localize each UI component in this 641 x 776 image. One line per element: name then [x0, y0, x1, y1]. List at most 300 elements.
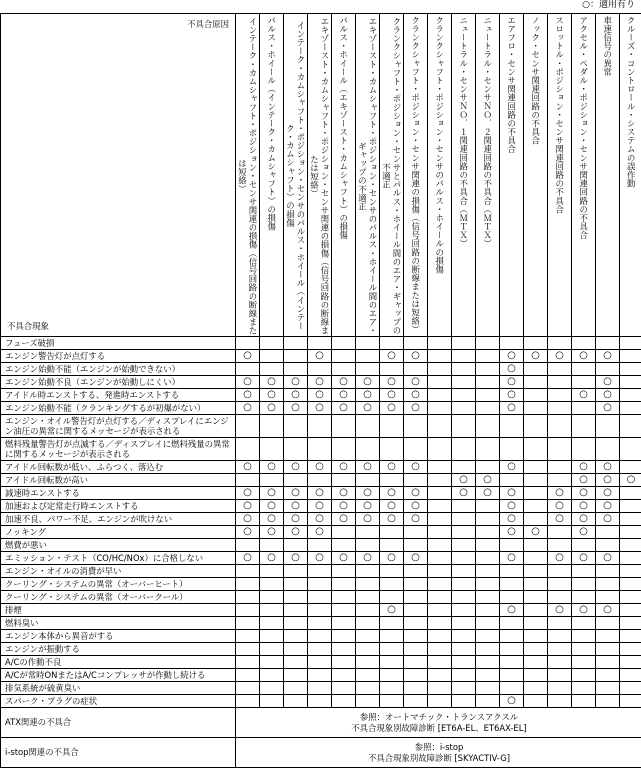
- applicable-mark: ○: [339, 487, 348, 498]
- mark-cell: [548, 461, 572, 474]
- mark-cell: [524, 617, 548, 630]
- mark-cell: [236, 669, 260, 682]
- applicable-mark: ○: [267, 526, 276, 537]
- applicable-mark: ○: [579, 513, 588, 524]
- applicable-mark: ○: [243, 389, 252, 400]
- applicable-mark: ○: [291, 552, 300, 563]
- symptom-row: [1, 591, 641, 604]
- mark-cell: [236, 363, 260, 376]
- mark-cell: [476, 656, 500, 669]
- mark-cell: [308, 591, 332, 604]
- mark-cell: [332, 438, 356, 461]
- mark-cell: [332, 656, 356, 669]
- applicable-mark: ○: [315, 389, 324, 400]
- mark-cell: [572, 461, 596, 474]
- mark-cell: [404, 669, 428, 682]
- symptom-row: [1, 682, 641, 695]
- symptom-label: A/Cの作動不良: [1, 656, 236, 669]
- applicable-mark: ○: [315, 461, 324, 472]
- applicable-mark: ○: [291, 402, 300, 413]
- mark-cell: [476, 630, 500, 643]
- mark-cell: [452, 513, 476, 526]
- mark-cell: [452, 630, 476, 643]
- mark-cell: [572, 552, 596, 565]
- mark-cell: [404, 630, 428, 643]
- symptom-label: ノッキング: [1, 526, 236, 539]
- mark-cell: [260, 337, 284, 350]
- mark-cell: [356, 682, 380, 695]
- applicable-mark: ○: [291, 513, 300, 524]
- symptom-label: アイドル回転数が低い、ふらつく、落込む: [1, 461, 236, 474]
- mark-cell: [284, 389, 308, 402]
- mark-cell: [500, 591, 524, 604]
- cause-header-15: [572, 14, 596, 337]
- mark-cell: [500, 630, 524, 643]
- mark-cell: [380, 500, 404, 513]
- mark-cell: [404, 617, 428, 630]
- applicable-mark: ○: [507, 363, 516, 374]
- applicable-mark: ○: [411, 552, 420, 563]
- mark-cell: [572, 682, 596, 695]
- applicable-mark: ○: [243, 402, 252, 413]
- cause-label-16: 車速信号の異常: [602, 16, 613, 77]
- mark-cell: [236, 402, 260, 415]
- applicable-mark: ○: [603, 402, 612, 413]
- mark-cell: [380, 617, 404, 630]
- mark-cell: [572, 513, 596, 526]
- mark-cell: [308, 350, 332, 363]
- mark-cell: [524, 682, 548, 695]
- mark-cell: [284, 552, 308, 565]
- mark-cell: [260, 591, 284, 604]
- applicable-mark: ○: [387, 402, 396, 413]
- mark-cell: [428, 591, 452, 604]
- applicable-mark: ○: [363, 513, 372, 524]
- mark-cell: [332, 461, 356, 474]
- cause-label-7: クランクシャフト・ポジション・センサとパルス・ホイール間のエア・ギャップの不適正: [381, 17, 402, 335]
- mark-cell: [284, 643, 308, 656]
- mark-cell: [548, 500, 572, 513]
- diagnosis-table: [0, 13, 641, 768]
- mark-cell: [452, 402, 476, 415]
- mark-cell: [284, 656, 308, 669]
- mark-cell: [428, 604, 452, 617]
- applicable-mark: ○: [387, 350, 396, 361]
- symptom-row: [1, 376, 641, 389]
- mark-cell: [284, 363, 308, 376]
- mark-cell: [548, 337, 572, 350]
- applicable-mark: ○: [315, 500, 324, 511]
- mark-cell: [284, 630, 308, 643]
- mark-cell: [620, 643, 641, 656]
- legend-applicable: ○：適用有り: [582, 0, 635, 10]
- mark-cell: [284, 474, 308, 487]
- mark-cell: [572, 591, 596, 604]
- applicable-mark: ○: [243, 513, 252, 524]
- cause-header-6: [356, 14, 380, 337]
- mark-cell: [476, 415, 500, 438]
- mark-cell: [452, 539, 476, 552]
- applicable-mark: ○: [459, 474, 468, 485]
- mark-cell: [260, 539, 284, 552]
- mark-cell: [572, 438, 596, 461]
- mark-cell: [284, 402, 308, 415]
- applicable-mark: ○: [339, 552, 348, 563]
- mark-cell: [332, 630, 356, 643]
- mark-cell: [572, 402, 596, 415]
- symptom-row: [1, 643, 641, 656]
- mark-cell: [476, 500, 500, 513]
- cause-header-10: [452, 14, 476, 337]
- symptom-row: [1, 474, 641, 487]
- mark-cell: [260, 578, 284, 591]
- applicable-mark: ○: [339, 376, 348, 387]
- mark-cell: [284, 578, 308, 591]
- mark-cell: [476, 578, 500, 591]
- mark-cell: [548, 565, 572, 578]
- mark-cell: [500, 695, 524, 708]
- mark-cell: [332, 552, 356, 565]
- mark-cell: [500, 578, 524, 591]
- mark-cell: [428, 376, 452, 389]
- mark-cell: [428, 526, 452, 539]
- mark-cell: [596, 500, 620, 513]
- mark-cell: [308, 500, 332, 513]
- mark-cell: [428, 643, 452, 656]
- applicable-mark: ○: [507, 604, 516, 615]
- mark-cell: [524, 643, 548, 656]
- mark-cell: [620, 578, 641, 591]
- applicable-mark: ○: [291, 487, 300, 498]
- mark-cell: [524, 513, 548, 526]
- mark-cell: [284, 682, 308, 695]
- applicable-mark: ○: [603, 513, 612, 524]
- mark-cell: [236, 591, 260, 604]
- mark-cell: [356, 604, 380, 617]
- mark-cell: [500, 402, 524, 415]
- mark-cell: [572, 539, 596, 552]
- mark-cell: [404, 643, 428, 656]
- mark-cell: [476, 643, 500, 656]
- mark-cell: [524, 376, 548, 389]
- symptom-row: [1, 461, 641, 474]
- applicable-mark: ○: [267, 552, 276, 563]
- mark-cell: [572, 337, 596, 350]
- mark-cell: [404, 438, 428, 461]
- mark-cell: [596, 474, 620, 487]
- mark-cell: [356, 695, 380, 708]
- mark-cell: [476, 552, 500, 565]
- applicable-mark: ○: [267, 402, 276, 413]
- symptom-label: エンジン始動不良（エンジンが始動しにくい）: [1, 376, 236, 389]
- mark-cell: [548, 552, 572, 565]
- mark-cell: [548, 487, 572, 500]
- reference-row: [1, 708, 641, 738]
- applicable-mark: ○: [387, 500, 396, 511]
- mark-cell: [380, 402, 404, 415]
- mark-cell: [236, 376, 260, 389]
- mark-cell: [596, 604, 620, 617]
- symptom-label: クーリング・システムの異常（オーバーヒート）: [1, 578, 236, 591]
- mark-cell: [500, 526, 524, 539]
- mark-cell: [428, 695, 452, 708]
- symptom-row: [1, 487, 641, 500]
- mark-cell: [524, 578, 548, 591]
- mark-cell: [404, 565, 428, 578]
- mark-cell: [500, 552, 524, 565]
- mark-cell: [524, 539, 548, 552]
- mark-cell: [452, 669, 476, 682]
- mark-cell: [500, 487, 524, 500]
- cause-label-9: クランクシャフト・ポジション・センサのパルス・ホイールの損傷: [434, 16, 445, 274]
- mark-cell: [572, 669, 596, 682]
- applicable-mark: ○: [507, 500, 516, 511]
- mark-cell: [332, 578, 356, 591]
- mark-cell: [572, 487, 596, 500]
- mark-cell: [380, 337, 404, 350]
- mark-cell: [548, 682, 572, 695]
- mark-cell: [236, 438, 260, 461]
- mark-cell: [284, 695, 308, 708]
- reference-label: i-stop関連の不具合: [1, 738, 236, 768]
- mark-cell: [596, 539, 620, 552]
- header-corner-cell: [1, 14, 236, 337]
- symptom-row: [1, 552, 641, 565]
- mark-cell: [260, 552, 284, 565]
- mark-cell: [476, 389, 500, 402]
- cause-label-12: エアフロ・センサ関連回路の不具合: [506, 16, 517, 154]
- applicable-mark: ○: [507, 695, 516, 706]
- mark-cell: [308, 461, 332, 474]
- mark-cell: [620, 539, 641, 552]
- mark-cell: [452, 591, 476, 604]
- mark-cell: [452, 617, 476, 630]
- mark-cell: [404, 513, 428, 526]
- mark-cell: [452, 389, 476, 402]
- mark-cell: [596, 389, 620, 402]
- mark-cell: [596, 578, 620, 591]
- applicable-mark: ○: [555, 487, 564, 498]
- applicable-mark: ○: [411, 500, 420, 511]
- symptom-row: [1, 565, 641, 578]
- mark-cell: [500, 363, 524, 376]
- mark-cell: [428, 630, 452, 643]
- applicable-mark: ○: [243, 552, 252, 563]
- mark-cell: [284, 500, 308, 513]
- mark-cell: [524, 630, 548, 643]
- cause-header-9: [428, 14, 452, 337]
- mark-cell: [452, 604, 476, 617]
- mark-cell: [332, 363, 356, 376]
- mark-cell: [356, 591, 380, 604]
- cause-header-13: [524, 14, 548, 337]
- mark-cell: [260, 350, 284, 363]
- mark-cell: [572, 526, 596, 539]
- mark-cell: [308, 630, 332, 643]
- applicable-mark: ○: [411, 389, 420, 400]
- mark-cell: [236, 389, 260, 402]
- applicable-mark: ○: [243, 376, 252, 387]
- mark-cell: [260, 376, 284, 389]
- mark-cell: [428, 350, 452, 363]
- mark-cell: [548, 415, 572, 438]
- mark-cell: [452, 682, 476, 695]
- mark-cell: [524, 461, 548, 474]
- applicable-mark: ○: [555, 500, 564, 511]
- mark-cell: [404, 500, 428, 513]
- mark-cell: [500, 604, 524, 617]
- applicable-mark: ○: [387, 513, 396, 524]
- symptom-label: アイドル時エンストする、発進時エンストする: [1, 389, 236, 402]
- mark-cell: [404, 539, 428, 552]
- mark-cell: [524, 415, 548, 438]
- table-body: [1, 337, 641, 768]
- mark-cell: [404, 402, 428, 415]
- header-row: [1, 14, 641, 337]
- mark-cell: [476, 402, 500, 415]
- mark-cell: [524, 526, 548, 539]
- mark-cell: [524, 500, 548, 513]
- mark-cell: [476, 539, 500, 552]
- mark-cell: [356, 461, 380, 474]
- applicable-mark: ○: [603, 474, 612, 485]
- mark-cell: [308, 539, 332, 552]
- mark-cell: [572, 643, 596, 656]
- mark-cell: [380, 389, 404, 402]
- mark-cell: [356, 376, 380, 389]
- mark-cell: [596, 337, 620, 350]
- symptom-label: エンジン・オイルの消費が早い: [1, 565, 236, 578]
- mark-cell: [452, 487, 476, 500]
- mark-cell: [620, 461, 641, 474]
- mark-cell: [404, 461, 428, 474]
- mark-cell: [380, 682, 404, 695]
- mark-cell: [332, 402, 356, 415]
- mark-cell: [236, 552, 260, 565]
- mark-cell: [380, 656, 404, 669]
- mark-cell: [356, 565, 380, 578]
- mark-cell: [428, 389, 452, 402]
- mark-cell: [260, 438, 284, 461]
- mark-cell: [404, 389, 428, 402]
- applicable-mark: ○: [411, 461, 420, 472]
- mark-cell: [308, 578, 332, 591]
- mark-cell: [260, 487, 284, 500]
- mark-cell: [500, 350, 524, 363]
- mark-cell: [596, 415, 620, 438]
- mark-cell: [620, 695, 641, 708]
- mark-cell: [500, 513, 524, 526]
- applicable-mark: ○: [555, 552, 564, 563]
- applicable-mark: ○: [387, 552, 396, 563]
- mark-cell: [332, 487, 356, 500]
- applicable-mark: ○: [291, 526, 300, 537]
- mark-cell: [500, 376, 524, 389]
- mark-cell: [452, 565, 476, 578]
- applicable-mark: ○: [315, 487, 324, 498]
- mark-cell: [236, 474, 260, 487]
- mark-cell: [428, 461, 452, 474]
- cause-label-17: クルーズ・コントロール・システムの誤作動: [626, 16, 637, 188]
- mark-cell: [260, 682, 284, 695]
- mark-cell: [332, 643, 356, 656]
- reference-note: [236, 708, 641, 738]
- mark-cell: [236, 513, 260, 526]
- mark-cell: [260, 461, 284, 474]
- mark-cell: [260, 389, 284, 402]
- symptom-row: [1, 630, 641, 643]
- cause-header-5: [332, 14, 356, 337]
- mark-cell: [596, 656, 620, 669]
- symptom-row: [1, 617, 641, 630]
- mark-cell: [572, 363, 596, 376]
- cause-label-3: インテーク・カムシャフト・ポジション・センサのパルス・ホイール（インテーク・カムシャフト）の損傷: [285, 21, 306, 331]
- mark-cell: [284, 669, 308, 682]
- reference-row: [1, 738, 641, 768]
- symptom-row: [1, 500, 641, 513]
- applicable-mark: ○: [339, 513, 348, 524]
- applicable-mark: ○: [579, 350, 588, 361]
- applicable-mark: ○: [603, 604, 612, 615]
- applicable-mark: ○: [291, 461, 300, 472]
- mark-cell: [620, 376, 641, 389]
- mark-cell: [308, 656, 332, 669]
- applicable-mark: ○: [411, 402, 420, 413]
- symptom-row: [1, 669, 641, 682]
- mark-cell: [524, 669, 548, 682]
- mark-cell: [404, 474, 428, 487]
- mark-cell: [476, 350, 500, 363]
- mark-cell: [500, 656, 524, 669]
- mark-cell: [284, 376, 308, 389]
- mark-cell: [500, 438, 524, 461]
- mark-cell: [596, 438, 620, 461]
- applicable-mark: ○: [507, 350, 516, 361]
- mark-cell: [452, 438, 476, 461]
- mark-cell: [428, 617, 452, 630]
- applicable-mark: ○: [363, 376, 372, 387]
- cause-header-11: [476, 14, 500, 337]
- mark-cell: [620, 656, 641, 669]
- mark-cell: [620, 487, 641, 500]
- mark-cell: [548, 389, 572, 402]
- mark-cell: [380, 630, 404, 643]
- mark-cell: [452, 500, 476, 513]
- applicable-mark: ○: [363, 402, 372, 413]
- mark-cell: [452, 526, 476, 539]
- mark-cell: [404, 656, 428, 669]
- mark-cell: [428, 363, 452, 376]
- mark-cell: [356, 643, 380, 656]
- reference-label: ATX関連の不具合: [1, 708, 236, 738]
- mark-cell: [428, 415, 452, 438]
- mark-cell: [620, 363, 641, 376]
- mark-cell: [524, 438, 548, 461]
- mark-cell: [404, 682, 428, 695]
- mark-cell: [596, 526, 620, 539]
- mark-cell: [476, 669, 500, 682]
- mark-cell: [596, 402, 620, 415]
- mark-cell: [380, 415, 404, 438]
- applicable-mark: ○: [243, 461, 252, 472]
- mark-cell: [596, 487, 620, 500]
- applicable-mark: ○: [483, 487, 492, 498]
- applicable-mark: ○: [291, 376, 300, 387]
- mark-cell: [284, 438, 308, 461]
- mark-cell: [308, 438, 332, 461]
- mark-cell: [428, 656, 452, 669]
- mark-cell: [476, 461, 500, 474]
